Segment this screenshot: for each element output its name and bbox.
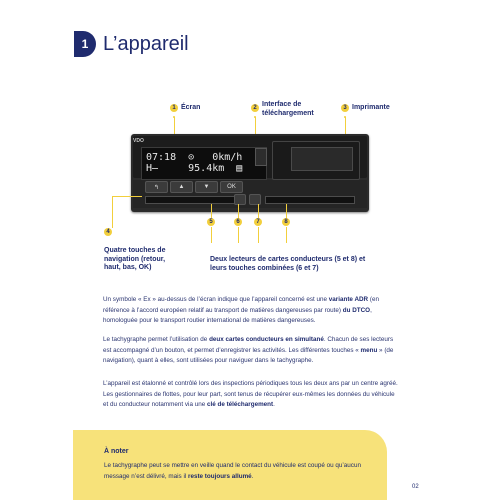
text-run: L’appareil est étalonné et contrôlé lors des inspections périodiques tous les deux ans par un centre agréé. Les gestionnaires de flottes, pour leur part, sont tenus de récupérer eux-mêmes les données du véhicule et du conducteur notamment via une [103,380,398,408]
callout-label-printer: Imprimante [352,104,390,111]
note-title: À noter [104,448,129,455]
text-run-bold: menu [360,346,378,354]
callout-number-8: 8 [282,218,290,226]
leader-line [286,204,287,218]
text-run-bold: variante ADR [328,296,369,303]
card-2-eject-button[interactable] [249,194,261,205]
text-run: » (de navigation), quant à elles, sont utilisées pour naviguer dans le tachygraphe. [103,346,394,364]
leader-line [258,227,259,243]
callout-label-screen: Écran [181,104,201,111]
chapter-number-badge: 1 [74,31,96,57]
download-interface-port[interactable] [255,148,267,166]
text-run: . [273,401,275,408]
paragraph-driver-cards [103,335,401,367]
text-run: (en référence à l’accord européen relatif au transport de matières dangereuses par route) [103,296,379,314]
leader-line [286,227,287,243]
card-slot-driver-2[interactable] [265,196,355,204]
callout-number-7: 7 [254,218,262,226]
card-slot-driver-1[interactable] [145,196,235,204]
text-run-bold: reste toujours allumé [188,472,252,480]
callout-number-4: 4 [104,228,112,236]
callout-label-navigation-keys: Quatre touches de navigation (retour, haut, bas, OK) [104,247,166,271]
text-run-bold: clé de téléchargement [206,401,274,408]
screen-line-distance: H̶ 95.4km ▤ [146,163,243,174]
leader-line [112,196,142,197]
text-run: . [251,472,254,480]
paragraph-calibration [103,379,401,411]
callout-number-1: 1 [170,104,178,112]
leader-line [211,204,212,218]
text-run: , homologuée pour le transport routier international de matières dangereuses. [103,306,372,324]
callout-label-download-interface: Interface de téléchargement [262,101,314,117]
note-text [104,461,374,482]
back-key[interactable]: ↰ [145,181,168,193]
text-run: Un symbole « Ex » au-dessus de l’écran indique que l’appareil concerné est une [103,296,329,303]
ok-key[interactable]: OK [220,181,243,193]
down-key[interactable]: ▼ [195,181,218,193]
text-run-bold: du DTCO [342,306,371,314]
callout-number-5: 5 [207,218,215,226]
leader-line [112,196,113,228]
leader-line [258,204,259,218]
leader-line [211,227,212,243]
screen-line-time-speed: 07:18 ⊙ 0km/h [146,152,243,163]
text-run: . Chacun de ses lecteurs est accompagné d’un bouton, et permet d’enregistrer les activités. Les différentes touches « [103,336,394,354]
card-1-eject-button[interactable] [234,194,246,205]
chapter-title: L’appareil [103,33,189,55]
brand-logo: VDO [133,138,144,144]
callout-number-6: 6 [234,218,242,226]
device-screen [141,147,267,180]
text-run-bold: deux cartes conducteurs en simultané [209,336,324,343]
page-number: 02 [412,484,419,490]
callout-number-2: 2 [251,104,259,112]
callout-number-3: 3 [341,104,349,112]
printer-drawer[interactable] [291,147,353,171]
text-run: Le tachygraphe permet l’utilisation de [103,336,210,343]
leader-line [238,204,239,218]
up-key[interactable]: ▲ [170,181,193,193]
leader-line [238,227,239,243]
text-run: Le tachygraphe peut se mettre en veille quand le contact du véhicule est coupé ou qu’aucun message n’est délivré, mais il [104,462,361,480]
callout-label-card-readers: Deux lecteurs de cartes conducteurs (5 et 8) et leurs touches combinées (6 et 7) [210,256,366,272]
paragraph-adr-variant [103,295,401,327]
